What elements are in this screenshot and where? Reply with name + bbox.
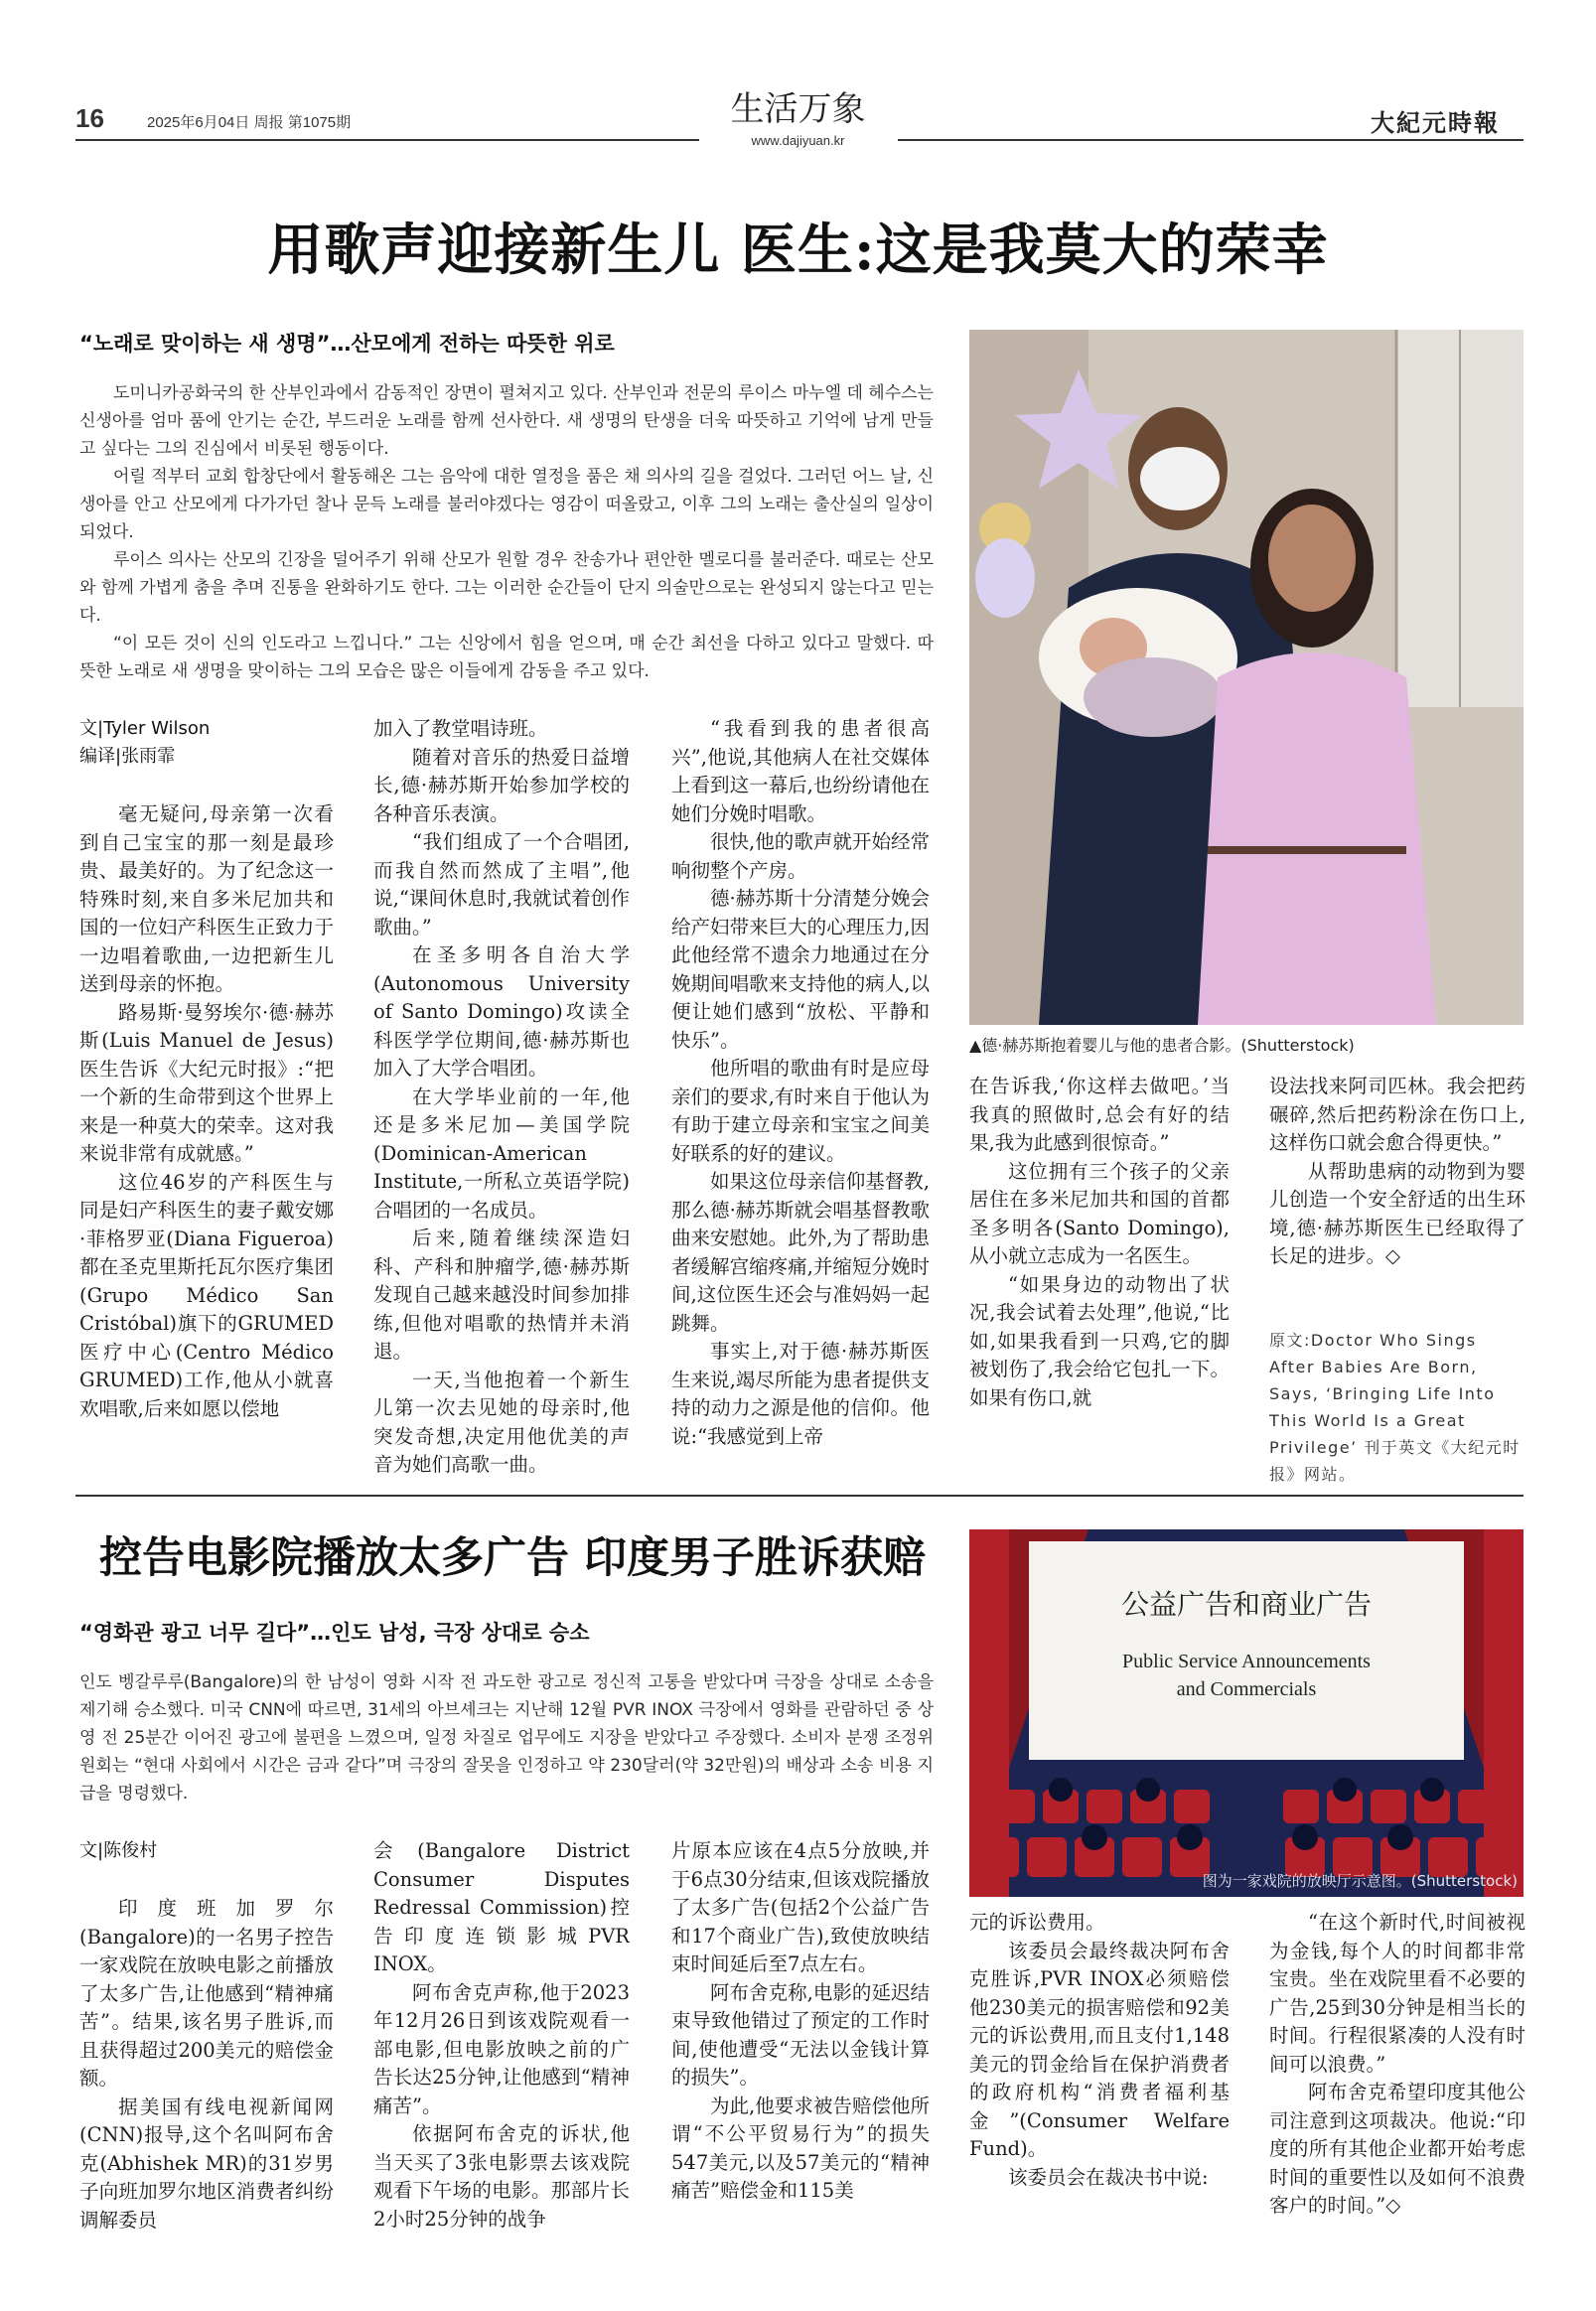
body-paragraph: 阿布舍克希望印度其他公司注意到这项裁决。他说:“印度的所有其他企业都开始考虑时间的重要性以及如何不浪费客户的时间。”◇ bbox=[1269, 2081, 1525, 2217]
article1-source-note: 原文:Doctor Who Sings After Babies Are Born, Says, ‘Bringing Life Into This World Is a Great Privilege’ 刊于英文《大纪元时报》网站。 bbox=[1269, 1331, 1521, 1484]
byline-author: 文|Tyler Wilson bbox=[79, 718, 211, 739]
body-paragraph: 印度班加罗尔(Bangalore)的一名男子控告一家戏院在放映电影之前播放了太多广告,让他感到“精神痛苦”。结果,该名男子胜诉,而且获得超过200美元的赔偿金额。 bbox=[79, 1897, 334, 2090]
cinema-illustration bbox=[969, 1529, 1523, 1897]
issue-date: 2025年6月04日 周报 第1075期 bbox=[147, 114, 352, 131]
doctor-with-baby-photo bbox=[969, 330, 1523, 1025]
header-rule-right bbox=[898, 139, 1523, 141]
article1-column-4 bbox=[969, 1073, 1230, 1480]
body-paragraph: 如果这位母亲信仰基督教,那么德·赫苏斯就会唱基督教歌曲来安慰她。此外,为了帮助患者缓解宫缩疼痛,并缩短分娩时间,这位医生还会与准妈妈一起跳舞。 bbox=[671, 1170, 930, 1335]
article2-column-1 bbox=[79, 1895, 334, 2294]
page-number: 16 bbox=[75, 103, 104, 133]
body-paragraph: 该委员会最终裁决阿布舍克胜诉,PVR INOX必须赔偿他230美元的损害赔偿和92美元的诉讼费用,而且支付1,148美元的罚金给旨在保护消费者的政府机构“消费者福利基金”(Consumer Welfare Fund)。 bbox=[969, 1939, 1230, 2160]
article2-column-5 bbox=[1269, 1909, 1525, 2294]
illustration-title: 公益广告和商业广告 bbox=[1120, 1588, 1372, 1621]
body-paragraph: 事实上,对于德·赫苏斯医生来说,竭尽所能为患者提供支持的动力之源是他的信仰。他说:“我感觉到上帝 bbox=[671, 1340, 930, 1448]
article1-byline bbox=[79, 715, 210, 771]
article1-column-3 bbox=[671, 715, 930, 1480]
body-paragraph: 元的诉讼费用。 bbox=[969, 1911, 1105, 1934]
body-paragraph: 德·赫苏斯十分清楚分娩会给产妇带来巨大的心理压力,因此他经常不遗余力地通过在分娩期间唱歌来支持他的病人,以便让她们感到“放松、平静和快乐”。 bbox=[671, 887, 930, 1052]
article2-korean-summary bbox=[79, 1668, 934, 1807]
illustration-subtitle-1: Public Service Announcements bbox=[1122, 1651, 1371, 1672]
korean-paragraph: 루이스 의사는 산모의 긴장을 덜어주기 위해 산모가 원할 경우 찬송가나 편안한 멜로디를 불러준다. 때로는 산모와 함께 가볍게 춤을 추며 진통을 완화하기도 한다. 그는 이러한 순간들이 단지 의술만으로는 완성되지 않는다고 믿는다. bbox=[79, 550, 934, 626]
korean-paragraph: “이 모든 것이 신의 인도라고 느낍니다.” 그는 신앙에서 힘을 얻으며, 매 순간 최선을 다하고 있다고 말했다. 따뜻한 노래로 새 생명을 맞이하는 그의 모습은 많은 이들에게 감동을 주고 있다. bbox=[79, 634, 934, 681]
masthead-logo: 大紀元時報 bbox=[1371, 108, 1500, 137]
body-paragraph: 阿布舍克称,电影的延迟结束导致他错过了预定的工作时间,使他遭受“无法以金钱计算的损失”。 bbox=[671, 1980, 930, 2089]
body-paragraph: 会(Bangalore District Consumer Disputes Redressal Commission)控告印度连锁影城PVR INOX。 bbox=[373, 1839, 630, 1975]
photo-illustration bbox=[969, 330, 1523, 1025]
article2-column-3 bbox=[671, 1837, 930, 2294]
body-paragraph: 他所唱的歌曲有时是应母亲们的要求,有时来自于他认为有助于建立母亲和宝宝之间美好联系的好的建议。 bbox=[671, 1057, 930, 1165]
body-paragraph: 这位46岁的产科医生与同是妇产科医生的妻子戴安娜·菲格罗亚(Diana Figueroa)都在圣克里斯托瓦尔医疗集团(Grupo Médico San Cristóbal)旗下的GRUMED医疗中心(Centro Médico GRUMED)工作,他从小就喜欢唱歌,后来如愿以偿地 bbox=[79, 1170, 334, 1420]
article1-korean-subhead: “노래로 맞이하는 새 생명”…산모에게 전하는 따뜻한 위로 bbox=[79, 332, 615, 356]
section-title: 生活万象 bbox=[730, 89, 866, 129]
article2-headline: 控告电影院播放太多广告 印度男子胜诉获赔 bbox=[99, 1533, 926, 1583]
body-paragraph: 路易斯·曼努埃尔·德·赫苏斯(Luis Manuel de Jesus)医生告诉《大纪元时报》:“把一个新的生命带到这个世界上来是一种莫大的荣幸。这对我来说非常有成就感。” bbox=[79, 1000, 334, 1165]
body-paragraph: 设法找来阿司匹林。我会把药碾碎,然后把药粉涂在伤口上,这样伤口就会愈合得更快。” bbox=[1269, 1075, 1525, 1154]
article1-column-2 bbox=[373, 715, 630, 1480]
article1-photo-caption: ▲德·赫苏斯抱着婴儿与他的患者合影。(Shutterstock) bbox=[969, 1036, 1355, 1055]
body-paragraph: 很快,他的歌声就开始经常响彻整个产房。 bbox=[671, 830, 930, 882]
article2-korean-subhead: “영화관 광고 너무 길다”…인도 남성, 극장 상대로 승소 bbox=[79, 1621, 590, 1645]
body-paragraph: 在圣多明各自治大学(Autonomous University of Santo Domingo)攻读全科医学学位期间,德·赫苏斯也加入了大学合唱团。 bbox=[373, 943, 630, 1080]
body-paragraph: 依据阿布舍克的诉状,他当天买了3张电影票去该戏院观看下午场的电影。那部片长2小时25分钟的战争 bbox=[373, 2122, 630, 2231]
section-url: www.dajiyuan.kr bbox=[751, 133, 845, 148]
article1-column-1 bbox=[79, 800, 334, 1476]
body-paragraph: 随着对音乐的热爱日益增长,德·赫苏斯开始参加学校的各种音乐表演。 bbox=[373, 745, 630, 825]
body-paragraph: 从帮助患病的动物到为婴儿创造一个安全舒适的出生环境,德·赫苏斯医生已经取得了长足的进步。◇ bbox=[1269, 1159, 1525, 1267]
body-paragraph: 阿布舍克声称,他于2023年12月26日到该戏院观看一部电影,但电影放映之前的广告长达25分钟,让他感到“精神痛苦”。 bbox=[373, 1980, 630, 2117]
body-paragraph: 加入了教堂唱诗班。 bbox=[373, 717, 548, 740]
article2-column-4 bbox=[969, 1909, 1230, 2294]
body-paragraph: 在告诉我,‘你这样去做吧。’当我真的照做时,总会有好的结果,我为此感到很惊奇。” bbox=[969, 1075, 1230, 1154]
korean-paragraph: 인도 벵갈루루(Bangalore)의 한 남성이 영화 시작 전 과도한 광고로 정신적 고통을 받았다며 극장을 상대로 소송을 제기해 승소했다. 미국 CNN에 따르면, 31세의 아브셰크는 지난해 12월 PVR INOX 극장에서 영화를 관람하던 중 상영 전 25분간 이어진 광고에 불편을 느꼈으며, 일정 차질로 업무에도 지장을 받았다고 주장했다. 소비자 분쟁 조정위원회는 “현대 사회에서 시간은 금과 같다”며 극장의 잘못을 인정하고 약 230달러(약 32만원)의 배상과 소송 비용 지급을 명령했다. bbox=[79, 1672, 934, 1804]
korean-paragraph: 어릴 적부터 교회 합창단에서 활동해온 그는 음악에 대한 열정을 품은 채 의사의 길을 걸었다. 그러던 어느 날, 신생아를 안고 산모에게 다가가던 찰나 문득 노래를 불러야겠다는 영감이 떠올랐고, 이후 그의 노래는 출산실의 일상이 되었다. bbox=[79, 467, 934, 542]
article1-korean-summary bbox=[79, 379, 934, 685]
body-paragraph: 毫无疑问,母亲第一次看到自己宝宝的那一刻是最珍贵、最美好的。为了纪念这一特殊时刻,来自多米尼加共和国的一位妇产科医生正致力于一边唱着歌曲,一边把新生儿送到母亲的怀抱。 bbox=[79, 802, 334, 995]
article2-column-2 bbox=[373, 1837, 630, 2294]
body-paragraph: 这位拥有三个孩子的父亲居住在多米尼加共和国的首都圣多明各(Santo Domingo),从小就立志成为一名医生。 bbox=[969, 1159, 1230, 1267]
body-paragraph: 为此,他要求被告赔偿他所谓“不公平贸易行为”的损失547美元,以及57美元的“精神痛苦”赔偿金和115美 bbox=[671, 2094, 930, 2202]
article1-headline: 用歌声迎接新生儿 医生:这是我莫大的荣幸 bbox=[267, 217, 1329, 283]
body-paragraph: 一天,当他抱着一个新生儿第一次去见她的母亲时,他突发奇想,决定用他优美的声音为她们高歌一曲。 bbox=[373, 1368, 630, 1476]
body-paragraph: “如果身边的动物出了状况,我会试着去处理”,他说,“比如,如果我看到一只鸡,它的脚被划伤了,我会给它包扎一下。如果有伤口,就 bbox=[969, 1272, 1230, 1409]
header-rule-left bbox=[75, 139, 699, 141]
byline-translator: 编译|张雨霏 bbox=[79, 746, 176, 767]
article2-byline: 文|陈俊村 bbox=[79, 1840, 158, 1861]
body-paragraph: “我们组成了一个合唱团,而我自然而然成了主唱”,他说,“课间休息时,我就试着创作歌曲。” bbox=[373, 830, 630, 939]
body-paragraph: 后来,随着继续深造妇科、产科和肿瘤学,德·赫苏斯发现自己越来越没时间参加排练,但他对唱歌的热情并未消退。 bbox=[373, 1227, 630, 1363]
body-paragraph: 在大学毕业前的一年,他还是多米尼加—美国学院(Dominican-American Institute,一所私立英语学院)合唱团的一名成员。 bbox=[373, 1084, 630, 1222]
article1-column-5 bbox=[1269, 1073, 1525, 1311]
body-paragraph: “在这个新时代,时间被视为金钱,每个人的时间都非常宝贵。坐在戏院里看不必要的广告,25到30分钟是相当长的时间。行程很紧凑的人没有时间可以浪费。” bbox=[1269, 1911, 1525, 2076]
article-divider bbox=[75, 1495, 1523, 1497]
article2-photo-caption: 图为一家戏院的放映厅示意图。(Shutterstock) bbox=[1202, 1872, 1518, 1890]
korean-paragraph: 도미니카공화국의 한 산부인과에서 감동적인 장면이 펼쳐지고 있다. 산부인과 전문의 루이스 마누엘 데 헤수스는 신생아를 엄마 품에 안기는 순간, 부드러운 노래를 함께 선사한다. 새 생명의 탄생을 더욱 따뜻하고 기억에 남게 만들고 싶다는 그의 진심에서 비롯된 행동이다. bbox=[79, 383, 934, 459]
illustration-subtitle-2: and Commercials bbox=[1176, 1678, 1317, 1700]
body-paragraph: 片原本应该在4点5分放映,并于6点30分结束,但该戏院播放了太多广告(包括2个公益广告和17个商业广告),致使放映结束时间延后至7点左右。 bbox=[671, 1839, 930, 1975]
body-paragraph: 据美国有线电视新闻网(CNN)报导,这个名叫阿布舍克(Abhishek MR)的31岁男子向班加罗尔地区消费者纠纷调解委员 bbox=[79, 2094, 334, 2232]
body-paragraph: 该委员会在裁决书中说: bbox=[1008, 2165, 1209, 2189]
body-paragraph: “我看到我的患者很高兴”,他说,其他病人在社交媒体上看到这一幕后,也纷纷请他在她们分娩时唱歌。 bbox=[671, 717, 930, 825]
